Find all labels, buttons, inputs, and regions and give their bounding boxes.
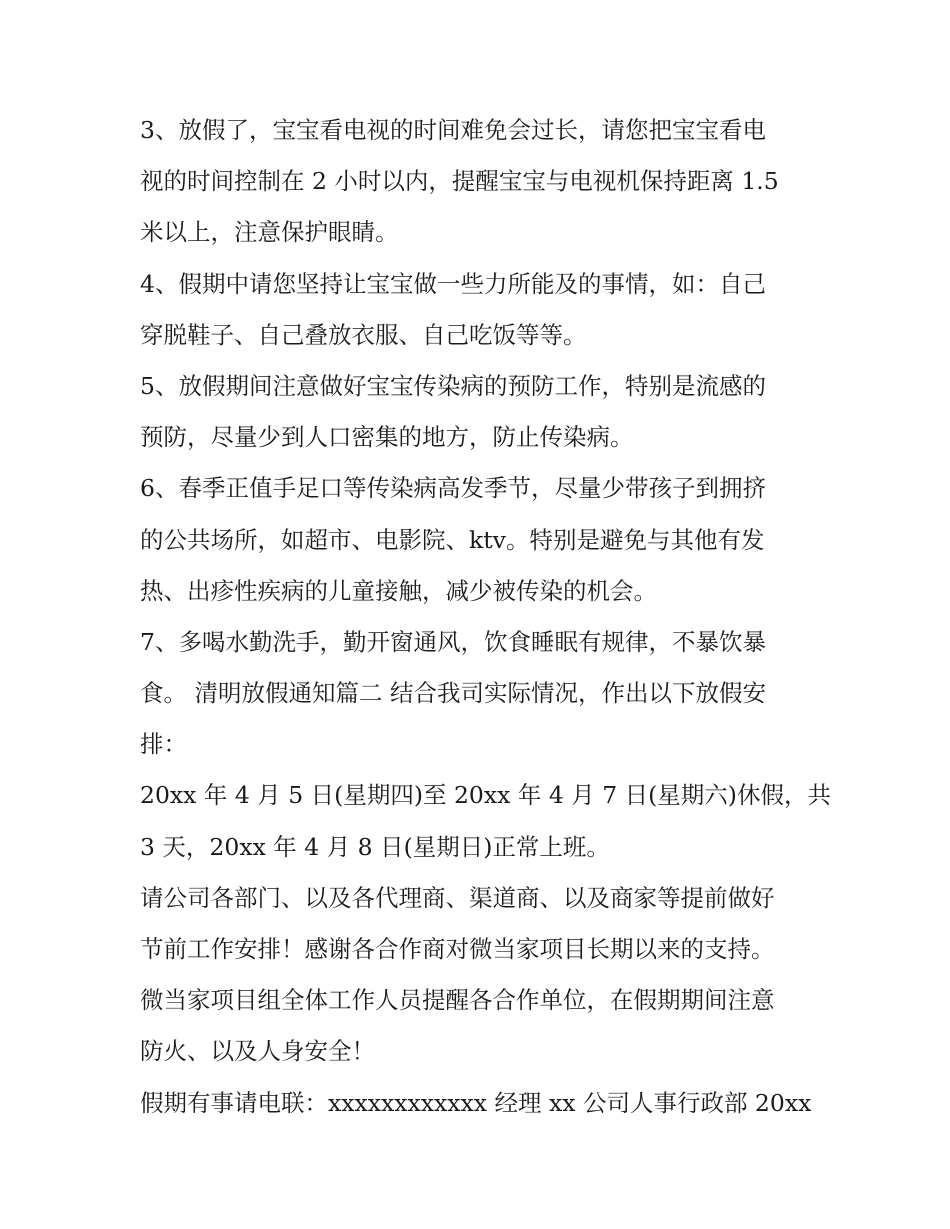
text-line: 排：: [140, 730, 187, 759]
paragraph-item-4: [140, 259, 812, 361]
text-line: 3 天，20xx 年 4 月 8 日(星期日)正常上班。: [140, 832, 610, 861]
text-line: 节前工作安排！感谢各合作商对微当家项目长期以来的支持。: [140, 935, 775, 963]
text-line: 3、放假了，宝宝看电视的时间难免会过长，请您把宝宝看电: [140, 116, 766, 144]
paragraph-notice: [140, 873, 812, 1078]
text-line: 热、出疹性疾病的儿童接触，减少被传染的机会。: [140, 576, 657, 605]
paragraph-item-3: [140, 105, 812, 259]
text-line: 4、假期中请您坚持让宝宝做一些力所能及的事情，如：自己: [140, 269, 766, 298]
text-line: 米以上，注意保护眼睛。: [140, 218, 399, 247]
paragraph-contact: [140, 1078, 812, 1129]
text-line: 预防，尽量少到人口密集的地方，防止传染病。: [140, 423, 634, 452]
text-line: 7、多喝水勤洗手，勤开窗通风，饮食睡眠有规律，不暴饮暴: [140, 627, 766, 656]
paragraph-item-5: [140, 361, 812, 463]
text-line: 请公司各部门、以及各代理商、渠道商、以及商家等提前做好: [140, 883, 775, 912]
text-line: 假期有事请电联：xxxxxxxxxxxx 经理 xx 公司人事行政部 20xx: [140, 1088, 812, 1117]
text-line: 6、春季正值手足口等传染病高发季节，尽量少带孩子到拥挤: [140, 474, 766, 503]
text-line: 穿脱鞋子、自己叠放衣服、自己吃饭等等。: [140, 320, 587, 349]
text-line: 微当家项目组全体工作人员提醒各合作单位，在假期期间注意: [140, 986, 775, 1015]
document-body: [140, 105, 831, 1129]
text-line: 20xx 年 4 月 5 日(星期四)至 20xx 年 4 月 7 日(星期六)休假，共: [140, 781, 831, 810]
paragraph-holiday-dates: [140, 770, 831, 872]
paragraph-item-7: [140, 617, 812, 771]
text-line: 食。 清明放假通知篇二 结合我司实际情况，作出以下放假安: [140, 679, 766, 708]
text-line: 5、放假期间注意做好宝宝传染病的预防工作，特别是流感的: [140, 371, 766, 400]
text-line: 防火、以及人身安全！: [140, 1037, 375, 1066]
paragraph-item-6: [140, 463, 812, 617]
text-line: 视的时间控制在 2 小时以内，提醒宝宝与电视机保持距离 1.5: [140, 167, 779, 196]
text-line: 的公共场所，如超市、电影院、ktv。特别是避免与其他有发: [140, 525, 765, 554]
